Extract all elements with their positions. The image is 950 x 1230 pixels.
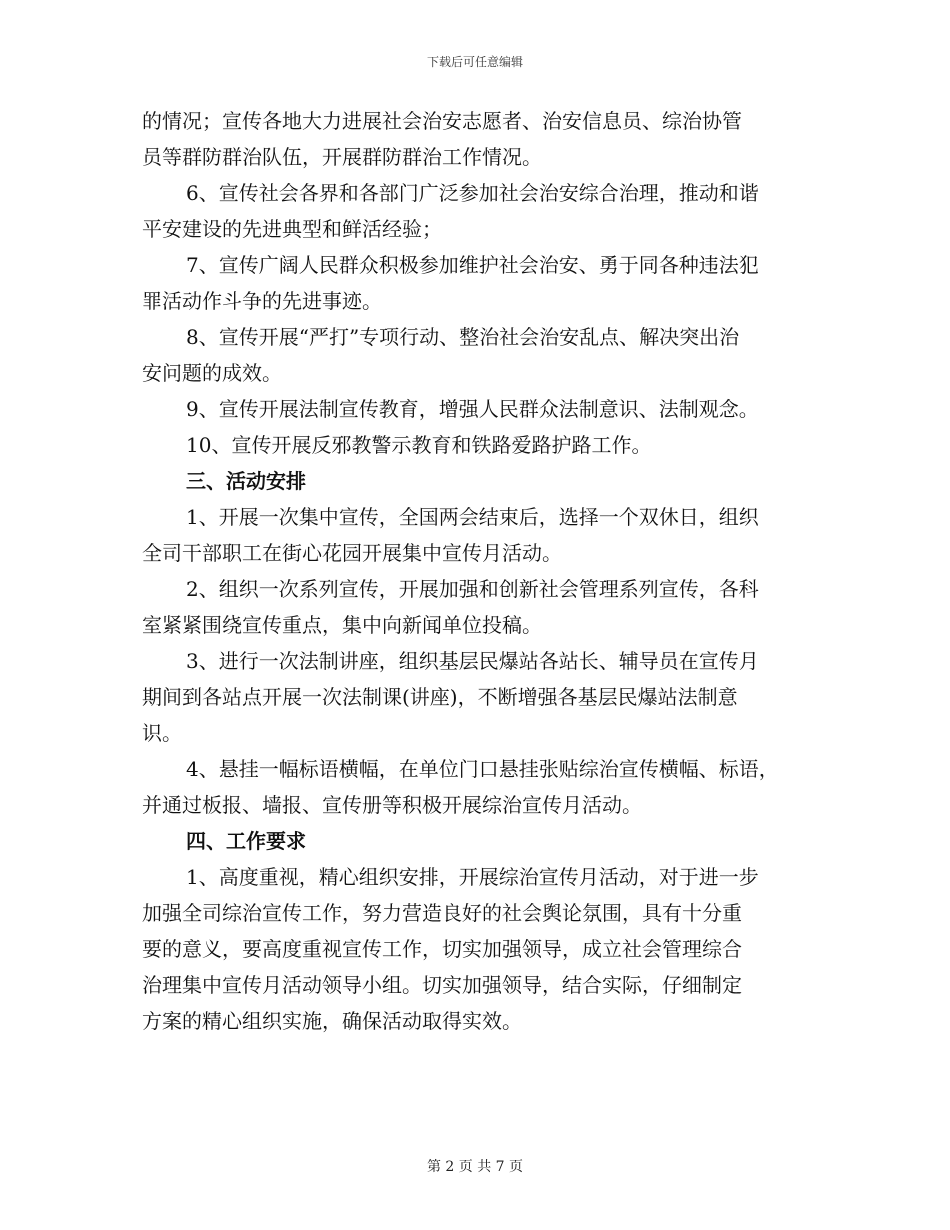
paragraph-line: 的情况；宣传各地大力进展社会治安志愿者、治安信息员、综治协管 bbox=[142, 109, 742, 133]
page-header: 下载后可任意编辑 bbox=[426, 55, 523, 69]
paragraph-line: 罪活动作斗争的先进事迹。 bbox=[142, 289, 382, 313]
paragraph-line: 6、宣传社会各界和各部门广泛参加社会治安综合治理，推动和谐 bbox=[186, 181, 759, 205]
paragraph-line: 方案的精心组织实施，确保活动取得实效。 bbox=[142, 1009, 522, 1033]
paragraph-line: 室紧紧围绕宣传重点，集中向新闻单位投稿。 bbox=[142, 613, 542, 637]
paragraph-line: 加强全司综治宣传工作，努力营造良好的社会舆论氛围，具有十分重 bbox=[142, 901, 742, 925]
paragraph-line: 8、宣传开展“严打”专项行动、整治社会治安乱点、解决突出治 bbox=[186, 325, 740, 349]
paragraph-line: 2、组织一次系列宣传，开展加强和创新社会管理系列宣传，各科 bbox=[186, 577, 759, 601]
paragraph-line: 并通过板报、墙报、宣传册等积极开展综治宣传月活动。 bbox=[142, 793, 642, 817]
paragraph-line: 平安建设的先进典型和鲜活经验； bbox=[142, 217, 442, 241]
paragraph-line: 3、进行一次法制讲座，组织基层民爆站各站长、辅导员在宣传月 bbox=[186, 649, 759, 673]
section-heading: 三、活动安排 bbox=[186, 469, 306, 493]
paragraph-line: 员等群防群治队伍，开展群防群治工作情况。 bbox=[142, 145, 542, 169]
paragraph-line: 治理集中宣传月活动领导小组。切实加强领导，结合实际，仔细制定 bbox=[142, 973, 742, 997]
page-footer: 第 2 页 共 7 页 bbox=[426, 1159, 524, 1175]
paragraph-line: 4、悬挂一幅标语横幅，在单位门口悬挂张贴综治宣传横幅、标语， bbox=[186, 757, 779, 781]
paragraph-line: 1、高度重视，精心组织安排，开展综治宣传月活动，对于进一步 bbox=[186, 865, 759, 889]
document-body bbox=[142, 103, 822, 1039]
paragraph-line: 全司干部职工在街心花园开展集中宣传月活动。 bbox=[142, 541, 562, 565]
paragraph-line: 期间到各站点开展一次法制课(讲座)，不断增强各基层民爆站法制意 bbox=[142, 685, 738, 709]
paragraph-line: 安问题的成效。 bbox=[142, 361, 282, 385]
paragraph-line: 10、宣传开展反邪教警示教育和铁路爱路护路工作。 bbox=[186, 433, 652, 457]
paragraph-line: 9、宣传开展法制宣传教育，增强人民群众法制意识、法制观念。 bbox=[186, 397, 759, 421]
paragraph-line: 要的意义，要高度重视宣传工作，切实加强领导，成立社会管理综合 bbox=[142, 937, 742, 961]
section-heading: 四、工作要求 bbox=[186, 829, 306, 853]
paragraph-line: 7、宣传广阔人民群众积极参加维护社会治安、勇于同各种违法犯 bbox=[186, 253, 759, 277]
paragraph-line: 1、开展一次集中宣传，全国两会结束后，选择一个双休日，组织 bbox=[186, 505, 759, 529]
paragraph-line: 识。 bbox=[142, 721, 182, 745]
